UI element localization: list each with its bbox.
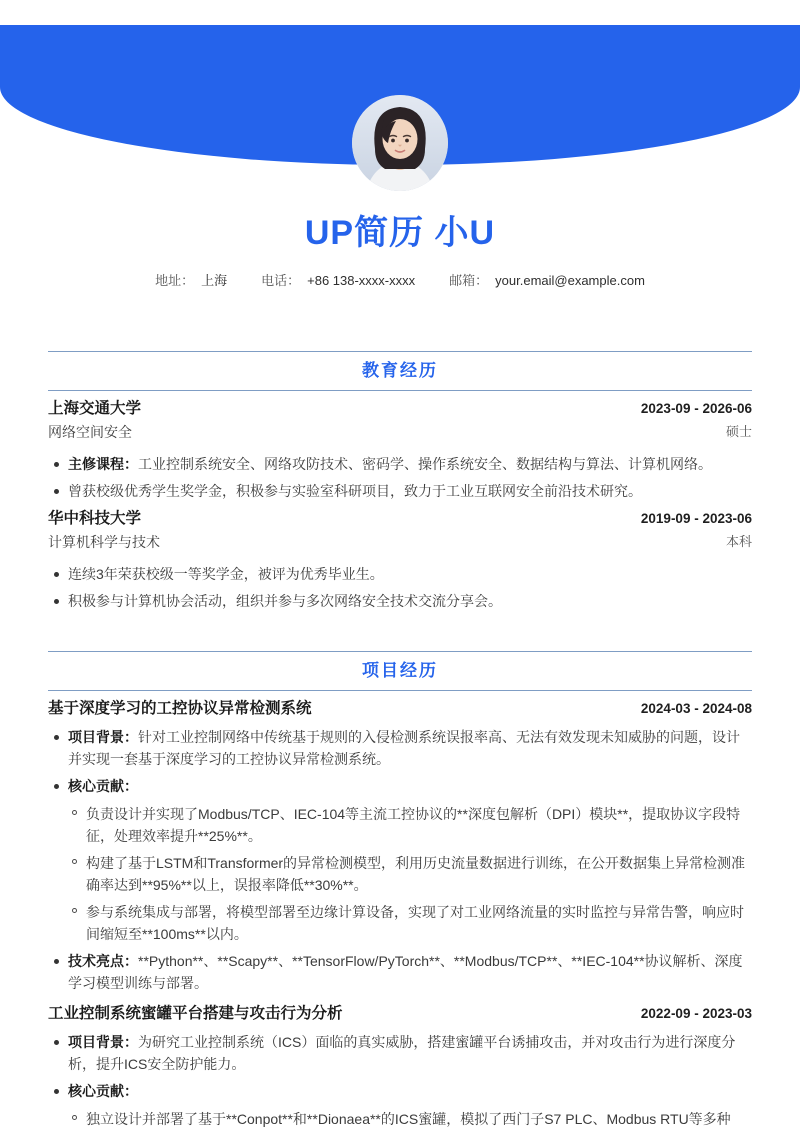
list-item [48,1031,752,1075]
sub-bullet-text: 参与系统集成与部署，将模型部署至边缘计算设备，实现了对工业网络流量的实时监控与异常告警，响应时间缩短至**100ms**以内。 [86,904,744,942]
bullet-icon [54,735,59,740]
degree: 硕士 [725,424,752,439]
email-value: your.email@example.com [495,273,645,288]
school-name: 华中科技大学 [48,510,142,527]
bullet-icon [54,1040,59,1045]
sub-bullet-text: 负责设计并实现了Modbus/TCP、IEC-104等主流工控协议的**深度包解析（DPI）模块**，提取协议字段特征，处理效率提升**25%**。 [86,806,741,844]
bullet-icon [54,959,59,964]
phone-value: +86 138-xxxx-xxxx [307,273,416,288]
education-entry-1-bullets [48,453,752,502]
sub-list-item [66,803,752,847]
contact-address [155,272,227,290]
education-entry-2-sub [48,532,752,552]
project-name: 基于深度学习的工控协议异常检测系统 [48,700,312,717]
section-header-projects [48,651,752,691]
bullet-icon [54,1089,59,1094]
project-entry-1-head [48,699,752,719]
bullet-label: 项目背景： [68,1034,138,1050]
circle-bullet-icon [72,1115,77,1120]
degree: 本科 [725,534,752,549]
section-header-education [48,351,752,391]
education-entry-1-head [48,399,752,419]
list-item [48,453,752,475]
education-entry-2-head [48,509,752,529]
major: 计算机科学与技术 [48,534,160,550]
address-label: 地址： [155,273,195,288]
project-name: 工业控制系统蜜罐平台搭建与攻击行为分析 [48,1005,343,1022]
bullet-icon [54,572,59,577]
contact-row [48,272,752,290]
project-entry-1-bullets [48,726,752,994]
sub-list-item [66,1108,752,1130]
list-item [48,950,752,994]
list-item [48,563,752,585]
list-item [48,726,752,770]
date-range: 2023-09 - 2026-06 [640,401,752,416]
circle-bullet-icon [72,859,77,864]
bullet-label: 主修课程： [68,456,138,472]
section-title: 项目经历 [362,661,438,680]
date-range: 2024-03 - 2024-08 [640,701,752,716]
list-item [48,590,752,612]
school-name: 上海交通大学 [48,400,142,417]
bullet-label: 技术亮点： [68,953,138,969]
bullet-text: 为研究工业控制系统（ICS）面临的真实威胁，搭建蜜罐平台诱捕攻击，并对攻击行为进行深度分析，提升ICS安全防护能力。 [68,1034,736,1072]
bullet-text: 针对工业控制网络中传统基于规则的入侵检测系统误报率高、无法有效发现未知威胁的问题，设计并实现一套基于深度学习的工控协议异常检测系统。 [68,729,740,767]
bullet-icon [54,784,59,789]
project-entry-2-head [48,1004,752,1024]
bullet-text: **Python**、**Scapy**、**TensorFlow/PyTorch**、**Modbus/TCP**、**IEC-104**协议解析、深度学习模型训练与部署。 [68,953,743,991]
phone-label: 电话： [261,273,301,288]
list-item [48,775,752,797]
contact-email [449,272,645,290]
bullet-icon [54,462,59,467]
education-entry-1-sub [48,422,752,442]
bullet-label: 项目背景： [68,729,138,745]
bullet-icon [54,489,59,494]
candidate-name: UP简历 小U [304,214,496,252]
bullet-label: 核心贡献： [68,1083,138,1099]
sub-list-item [66,852,752,896]
date-range: 2022-09 - 2023-03 [640,1006,752,1021]
bullet-icon [54,599,59,604]
bullet-text: 曾获校级优秀学生奖学金，积极参与实验室科研项目，致力于工业互联网安全前沿技术研究。 [68,483,642,499]
list-item [48,480,752,502]
email-label: 邮箱： [449,273,489,288]
sub-bullet-text: 构建了基于LSTM和Transformer的异常检测模型，利用历史流量数据进行训练，在公开数据集上异常检测准确率达到**95%**以上，误报率降低**30%**。 [86,855,746,893]
bullet-text: 工业控制系统安全、网络攻防技术、密码学、操作系统安全、数据结构与算法、计算机网络。 [138,456,712,472]
date-range: 2019-09 - 2023-06 [640,511,752,526]
contact-phone [261,272,415,290]
section-title: 教育经历 [362,361,438,380]
list-item [48,1080,752,1102]
circle-bullet-icon [72,908,77,913]
address-value: 上海 [201,273,228,288]
project-entry-2-bullets [48,1031,752,1130]
sub-list-item [66,901,752,945]
bullet-text: 连续3年荣获校级一等奖学金，被评为优秀毕业生。 [68,566,384,582]
education-entry-2-bullets [48,563,752,612]
bullet-text: 积极参与计算机协会活动，组织并参与多次网络安全技术交流分享会。 [68,593,502,609]
bullet-label: 核心贡献： [68,778,138,794]
major: 网络空间安全 [48,424,132,440]
sub-list [48,1108,752,1130]
sub-list [48,803,752,945]
sub-bullet-text: 独立设计并部署了基于**Conpot**和**Dionaea**的ICS蜜罐，模拟了西门子S7 PLC、Modbus RTU等多种 [86,1111,731,1127]
circle-bullet-icon [72,810,77,815]
